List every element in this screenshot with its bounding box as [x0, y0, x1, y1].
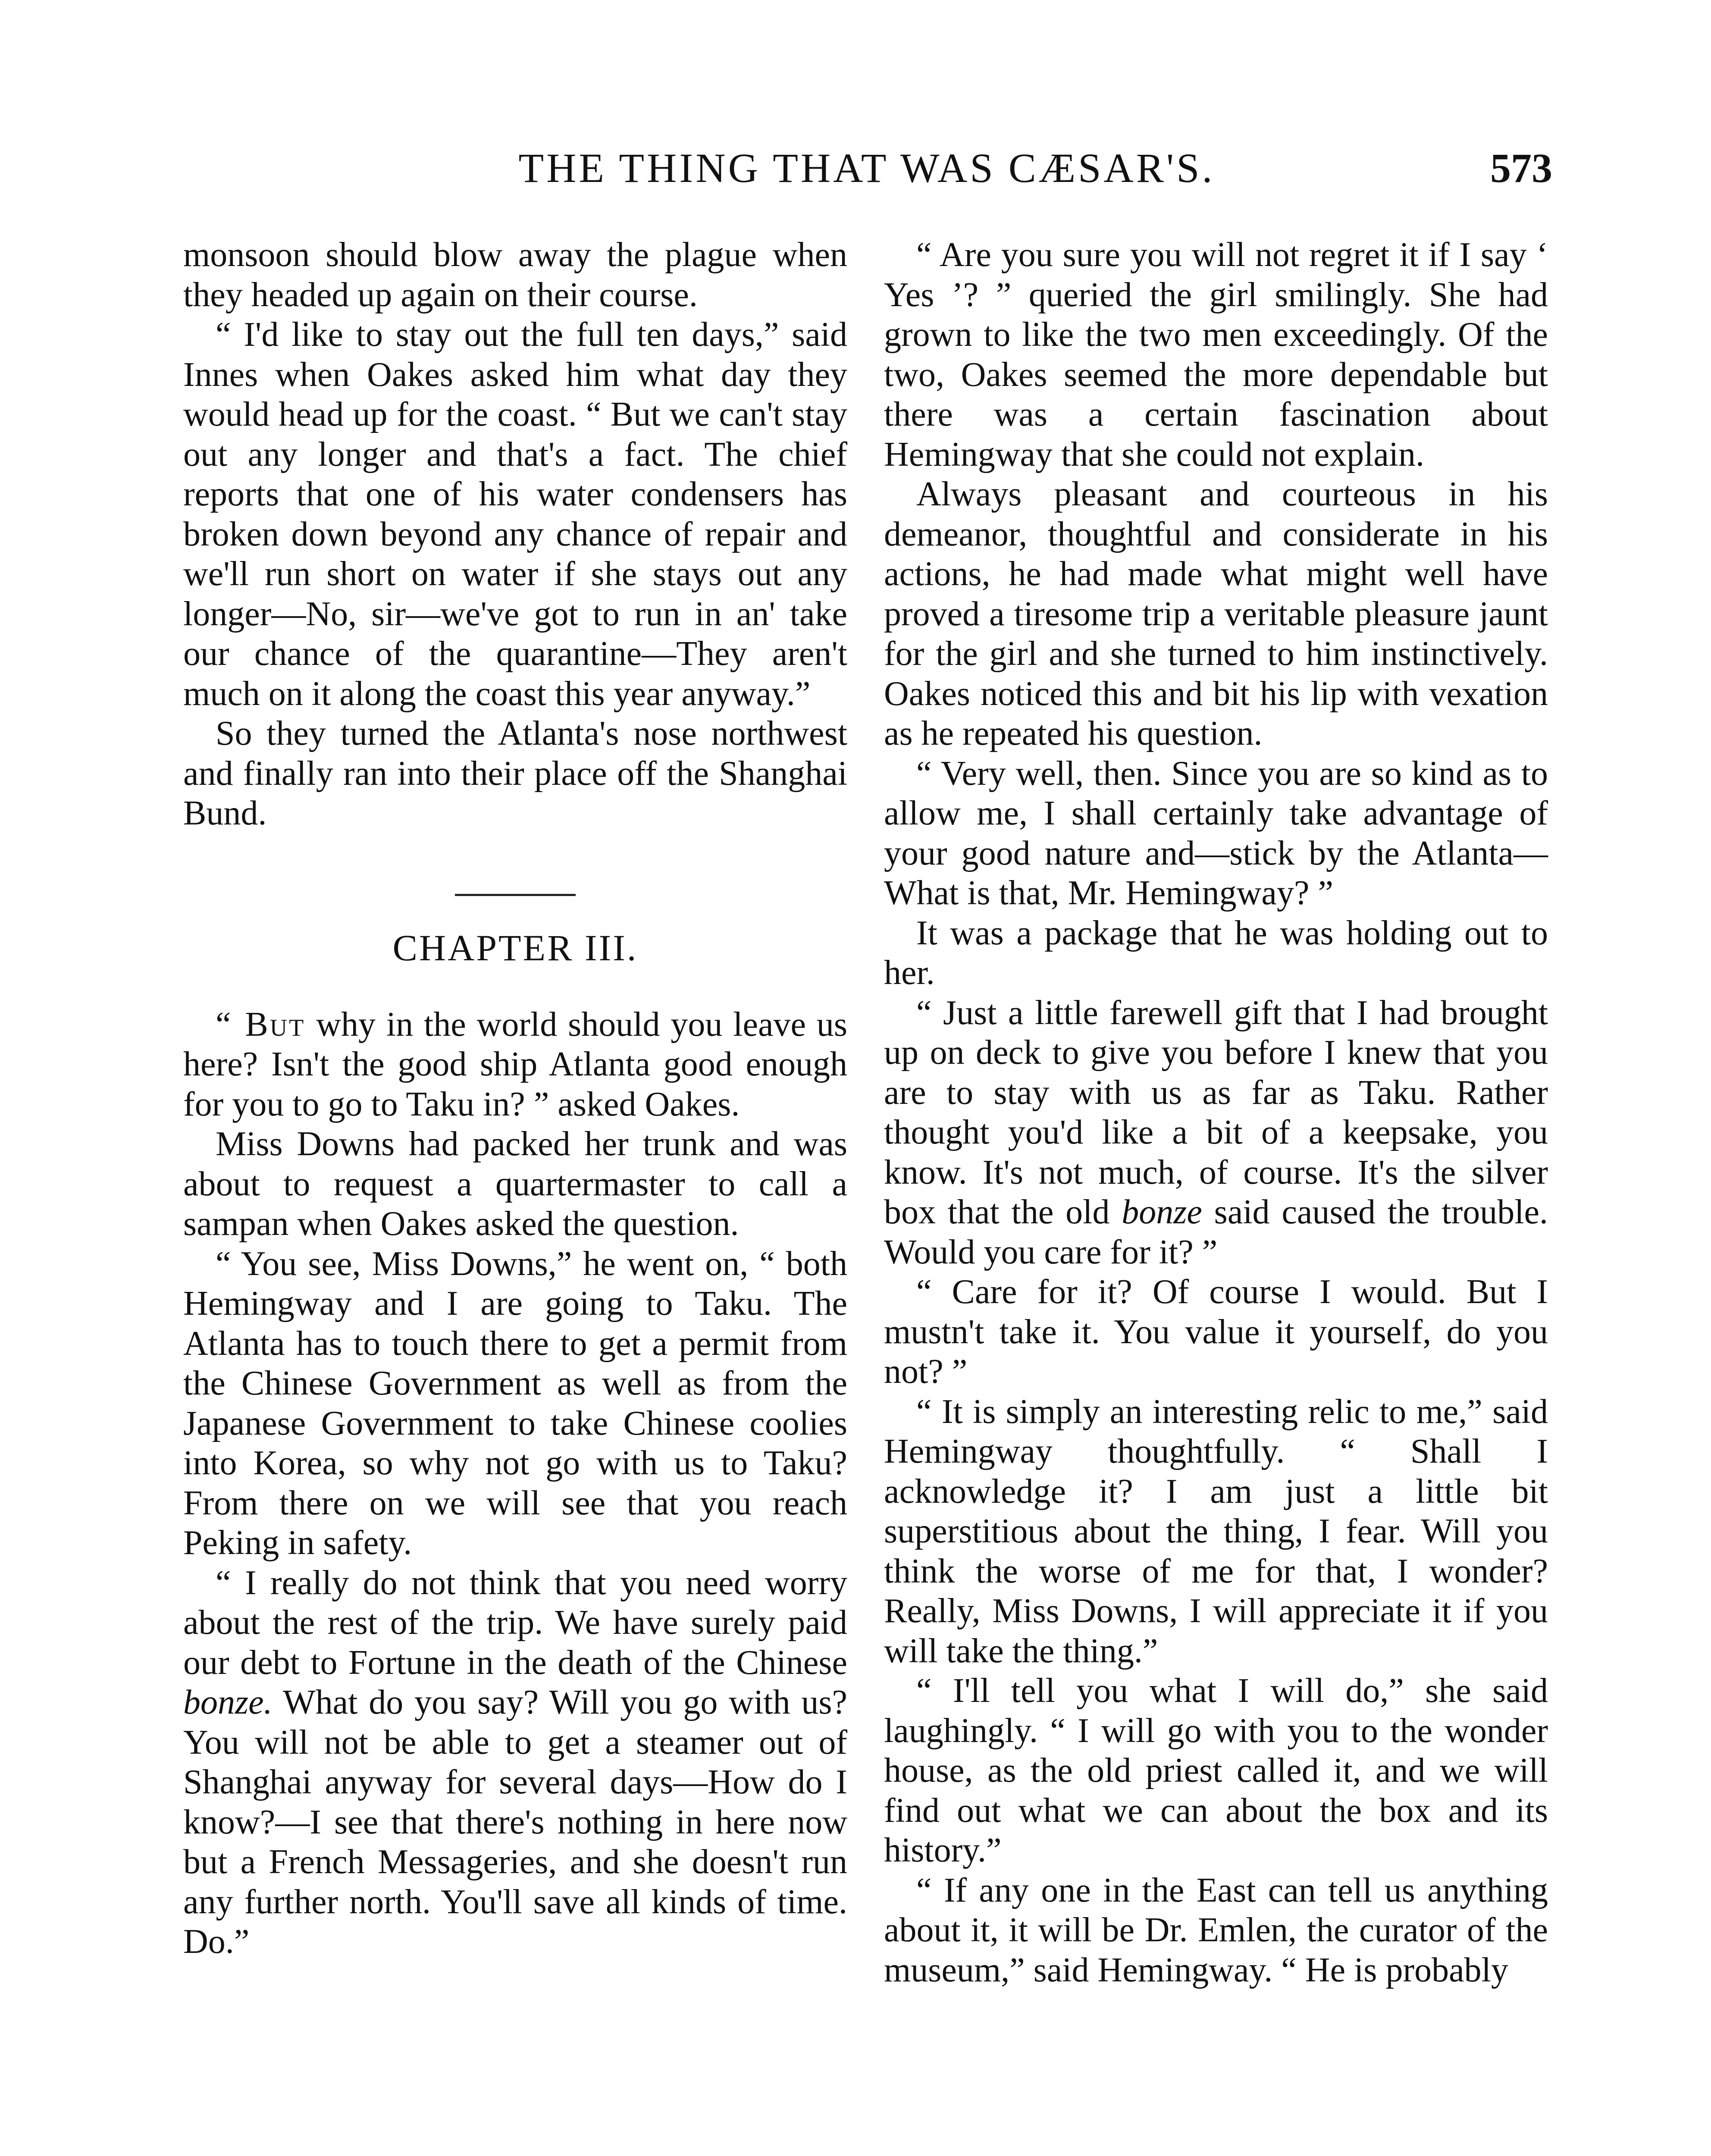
right-column	[884, 235, 1548, 1990]
small-caps-lead: “ But	[216, 1005, 306, 1044]
paragraph: “ You see, Miss Downs,” he went on, “ both Hemingway and I are going to Taku. The Atlanta has to touch there to get a permit from the Chinese Government as well as from the Japanese Government to take Chinese coolies into Korea, so why not go with us to Taku? From there on we will see that you reach Peking in safety.	[183, 1244, 847, 1562]
paragraph-text: why in the world should you leave us here? Isn't the good ship Atlanta good enough for you to go to Taku in? ” asked Oakes.	[183, 1005, 847, 1123]
paragraph: “ I'd like to stay out the full ten days,” said Innes when Oakes asked him what day they would head up for the coast. “ But we can't stay out any longer and that's a fact. The chief reports that one of his water condensers has broken down beyond any chance of repair and we'll run short on water if she stays out any longer—No, sir—we've got to run in an' take our chance of the quarantine—They aren't much on it along the coast this year anyway.”	[183, 316, 847, 713]
paragraph-text: What do you say? Will you go with us? You will not be able to get a steamer out of Shanghai anyway for several days—How do I know?—I see that there's nothing in here now but a French Messageries, and she doesn't run any further north. You'll save all kinds of time. Do.”	[183, 1683, 847, 1961]
paragraph-text: said caused the trouble. Would you care for it? ”	[884, 1193, 1548, 1271]
paragraph: Always pleasant and courteous in his demeanor, thoughtful and considerate in his actions, he had made what might well have proved a tiresome trip a veritable pleasure jaunt for the girl and she turned to him instinctively. Oakes noticed this and bit his lip with vexation as he repeated his question.	[884, 475, 1548, 752]
paragraph: “ Care for it? Of course I would. But I mustn't take it. You value it yourself, do you not? ”	[884, 1273, 1548, 1391]
paragraph	[183, 1563, 847, 1962]
paragraph	[183, 1005, 847, 1125]
paragraph-text: “ Just a little farewell gift that I had brought up on deck to give you before I knew that you are to stay with us as far as Taku. Rather thought you'd like a bit of a keepsake, you know. It's not much, of course. It's the silver box that the old	[884, 993, 1548, 1231]
paragraph-text: “ I really do not think that you need worry about the rest of the trip. We have surely paid our debt to Fortune in the death of the Chinese	[183, 1564, 847, 1682]
paragraph: monsoon should blow away the plague when they headed up again on their course.	[183, 236, 847, 314]
paragraph: “ Are you sure you will not regret it if I say ‘ Yes ’? ” queried the girl smilingly. She had grown to like the two men exceedingly. Of the two, Oakes seemed the more dependable but there was a certain fascination about Hemingway that she could not explain.	[884, 236, 1548, 473]
paragraph: It was a package that he was holding out to her.	[884, 914, 1548, 992]
italic-word: bonze.	[183, 1683, 273, 1721]
paragraph: “ Very well, then. Since you are so kind as to allow me, I shall certainly take advantage of your good nature and—stick by the Atlanta—What is that, Mr. Hemingway? ”	[884, 754, 1548, 912]
paragraph: “ If any one in the East can tell us anything about it, it will be Dr. Emlen, the curator of the museum,” said Hemingway. “ He is probably	[884, 1871, 1548, 1989]
paragraph	[884, 993, 1548, 1272]
page-number: 573	[1490, 145, 1552, 191]
running-head	[181, 142, 1552, 203]
paragraph: “ It is simply an interesting relic to me,” said Hemingway thoughtfully. “ Shall I acknowledge it? I am just a little bit superstitious about the thing, I fear. Will you think the worse of me for that, I wonder? Really, Miss Downs, I will appreciate it if you will take the thing.”	[884, 1392, 1548, 1670]
chapter-heading: CHAPTER III.	[392, 927, 638, 968]
left-column	[183, 235, 847, 1962]
paragraph: “ I'll tell you what I will do,” she said laughingly. “ I will go with you to the wonder house, as the old priest called it, and we will find out what we can about the box and its history.”	[884, 1672, 1548, 1869]
italic-word: bonze	[1122, 1193, 1202, 1231]
section-divider	[455, 894, 576, 896]
paragraph: So they turned the Atlanta's nose northwest and finally ran into their place off the Shanghai Bund.	[183, 714, 847, 832]
paragraph: Miss Downs had packed her trunk and was about to request a quartermaster to call a sampan when Oakes asked the question.	[183, 1125, 847, 1243]
running-title: THE THING THAT WAS CÆSAR'S.	[518, 145, 1215, 191]
